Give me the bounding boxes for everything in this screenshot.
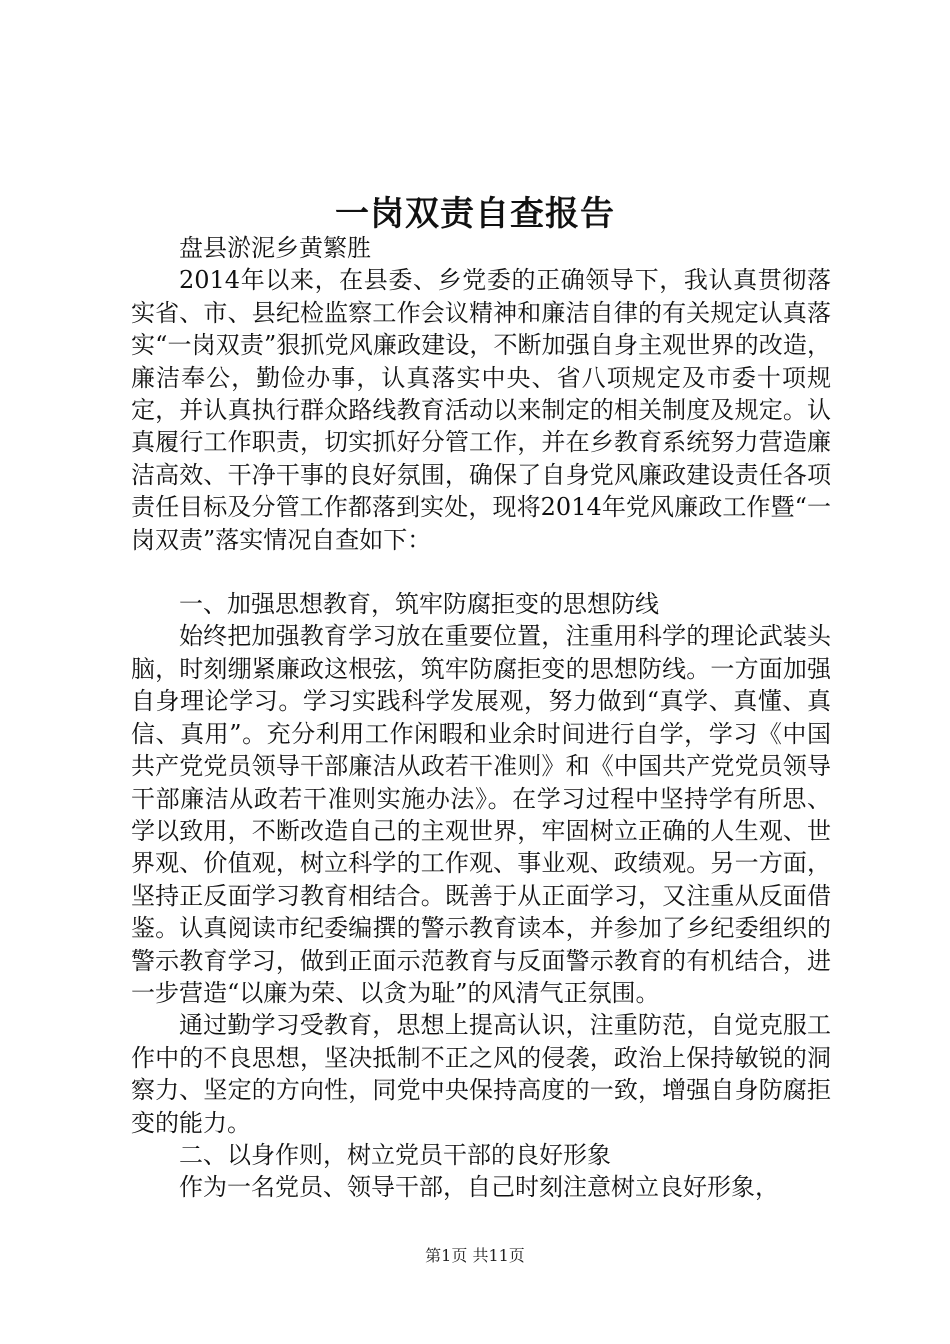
paragraph-section-2: 作为一名党员、领导干部，自己时刻注意树立良好形象， [179,1173,779,1202]
paragraph-section-1-summary: 通过勤学习受教育，思想上提高认识，注重防范，自觉克服工作中的不良思想，坚决抵制不正之风的侵袭，政治上保持敏锐的洞察力、坚定的方向性，同党中央保持高度的一致，增强自身防腐拒变的能力。 [131,1011,831,1137]
section-heading-1: 一、加强思想教育，筑牢防腐拒变的思想防线 [179,590,659,619]
document-body [131,232,831,1204]
paragraph-intro: 2014年以来，在县委、乡党委的正确领导下，我认真贯彻落实省、市、县纪检监察工作会议精神和廉洁自律的有关规定认真落实“一岗双责”狠抓党风廉政建设，不断加强自身主观世界的改造，廉洁奉公，勤俭办事，认真落实中央、省八项规定及市委十项规定，并认真执行群众路线教育活动以来制定的相关制度及规定。认真履行工作职责，切实抓好分管工作，并在乡教育系统努力营造廉洁高效、干净干事的良好氛围，确保了自身党风廉政建设责任各项责任目标及分管工作都落到实处，现将2014年党风廉政工作暨“一岗双责”落实情况自查如下： [131,266,831,554]
section-heading-2: 二、以身作则，树立党员干部的良好形象 [179,1140,611,1169]
paragraph-section-1: 始终把加强教育学习放在重要位置，注重用科学的理论武装头脑，时刻绷紧廉政这根弦，筑牢防腐拒变的思想防线。一方面加强自身理论学习。学习实践科学发展观，努力做到“真学、真懂、真信、真用”。充分利用工作闲暇和业余时间进行自学，学习《中国共产党党员领导干部廉洁从政若干准则》和《中国共产党党员领导干部廉洁从政若干准则实施办法》。在学习过程中坚持学有所思、学以致用，不断改造自己的主观世界，牢固树立正确的人生观、世界观、价值观，树立科学的工作观、事业观、政绩观。另一方面，坚持正反面学习教育相结合。既善于从正面学习，又注重从反面借鉴。认真阅读市纪委编撰的警示教育读本，并参加了乡纪委组织的警示教育学习，做到正面示范教育与反面警示教育的有机结合，进一步营造“以廉为荣、以贪为耻”的风清气正氛围。 [131,622,831,1007]
page-number-footer: 第1页 共11页 [425,1246,525,1265]
document-title: 一岗双责自查报告 [335,194,615,234]
author-line: 盘县淤泥乡黄繁胜 [179,234,371,262]
